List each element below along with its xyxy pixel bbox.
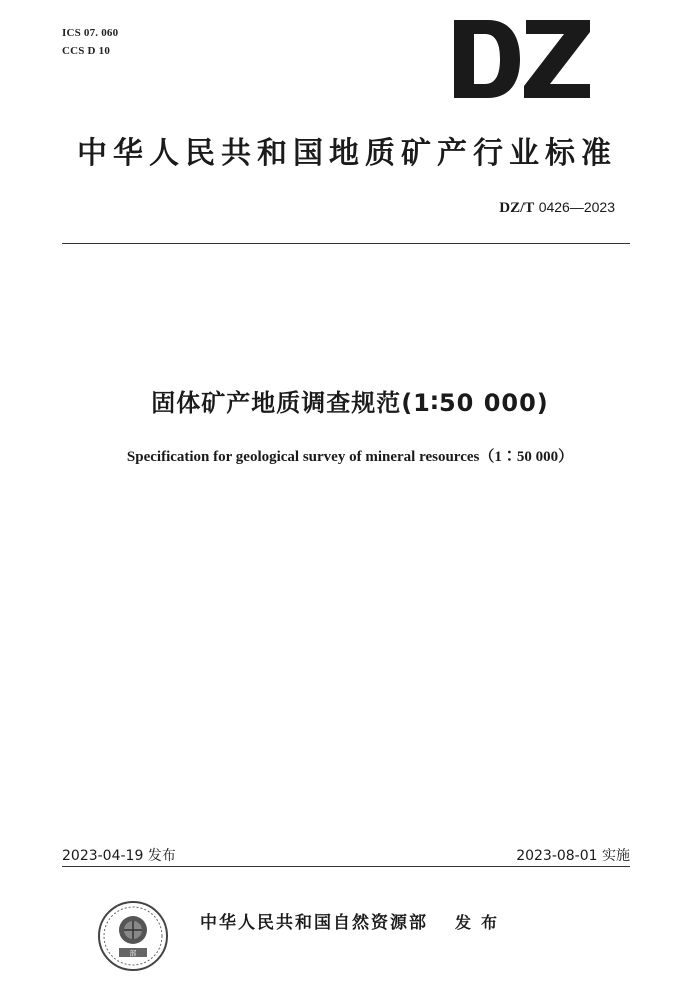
document-title-english: Specification for geological survey of mineral resources（1∶50 000） bbox=[126, 449, 574, 465]
ministry-seal-icon bbox=[97, 900, 169, 972]
publish-label: 发布 bbox=[455, 913, 508, 932]
ccs-code: CCS D 10 bbox=[62, 45, 111, 57]
issue-date: 2023-04-19 发布 bbox=[62, 848, 176, 864]
standard-code-number: 0426—2023 bbox=[538, 199, 615, 215]
standard-code bbox=[499, 199, 615, 217]
document-title-chinese: 固体矿产地质调查规范(1∶50 000) bbox=[151, 389, 549, 417]
header-divider bbox=[62, 243, 630, 244]
standard-category-title: 中华人民共和国地质矿产行业标准 bbox=[77, 136, 617, 171]
implementation-date: 2023-08-01 实施 bbox=[516, 848, 630, 864]
seal-text: 部 bbox=[129, 949, 137, 958]
ics-code: ICS 07. 060 bbox=[62, 27, 119, 39]
issuer-name: 中华人民共和国自然资源部 bbox=[200, 913, 428, 933]
footer-divider bbox=[62, 866, 630, 867]
dz-logo bbox=[452, 18, 592, 100]
standard-code-prefix: DZ/T bbox=[499, 200, 535, 216]
